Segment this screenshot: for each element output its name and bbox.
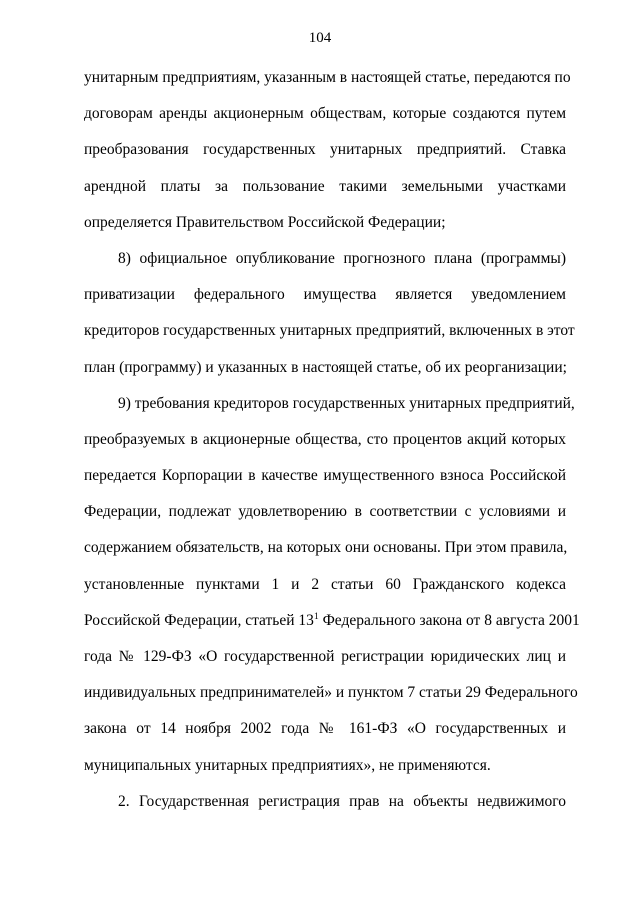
text-segment: Российской Федерации, статьей 13 — [84, 611, 314, 629]
page-number: 104 — [308, 30, 332, 46]
paragraph — [84, 241, 575, 386]
text-line: преобразуемых в акционерные общества, сто процентов акций которых — [84, 430, 566, 448]
paragraph — [84, 386, 580, 784]
text-line: унитарным предприятиям, указанным в настоящей статье, передаются по — [84, 69, 571, 86]
text-line: 8) официальное опубликование прогнозного плана (программы) — [118, 249, 566, 267]
text-line: передается Корпорации в качестве имущественного взноса Российской — [84, 467, 566, 485]
text-line — [84, 603, 580, 639]
text-line: года № 129-ФЗ «О государственной регистрации юридических лиц и — [84, 648, 566, 665]
text-line: содержанием обязательств, на которых они основаны. При этом правила, — [84, 539, 568, 557]
text-line: индивидуальных предпринимателей» и пунктом 7 статьи 29 Федерального — [84, 684, 578, 702]
paragraph — [84, 60, 571, 241]
text-line: план (программу) и указанных в настоящей статье, об их реорганизации; — [84, 358, 567, 376]
text-line: определяется Правительством Российской Федерации; — [84, 213, 446, 231]
document-body — [84, 60, 580, 820]
text-segment: Федерального закона от 8 августа 2001 — [318, 611, 580, 629]
paragraph — [84, 784, 566, 820]
text-line: Федерации, подлежат удовлетворению в соответствии с условиями и — [84, 503, 566, 521]
text-line: муниципальных унитарных предприятиях», не применяются. — [84, 756, 491, 774]
text-line: арендной платы за пользование такими земельными участками — [84, 177, 566, 195]
text-line: установленные пунктами 1 и 2 статьи 60 Гражданского кодекса — [84, 575, 566, 593]
text-line: кредиторов государственных унитарных предприятий, включенных в этот — [84, 322, 575, 340]
text-line: приватизации федерального имущества является уведомлением — [84, 286, 566, 304]
text-line: преобразования государственных унитарных предприятий. Ставка — [84, 141, 566, 159]
text-line: закона от 14 ноября 2002 года № 161-ФЗ «О государственных и — [84, 720, 566, 738]
text-line: 9) требования кредиторов государственных унитарных предприятий, — [118, 394, 575, 412]
text-line: 2. Государственная регистрация прав на объекты недвижимого — [118, 792, 566, 810]
text-line: договорам аренды акционерным обществам, которые создаются путем — [84, 105, 566, 123]
superscript: 1 — [313, 611, 319, 622]
